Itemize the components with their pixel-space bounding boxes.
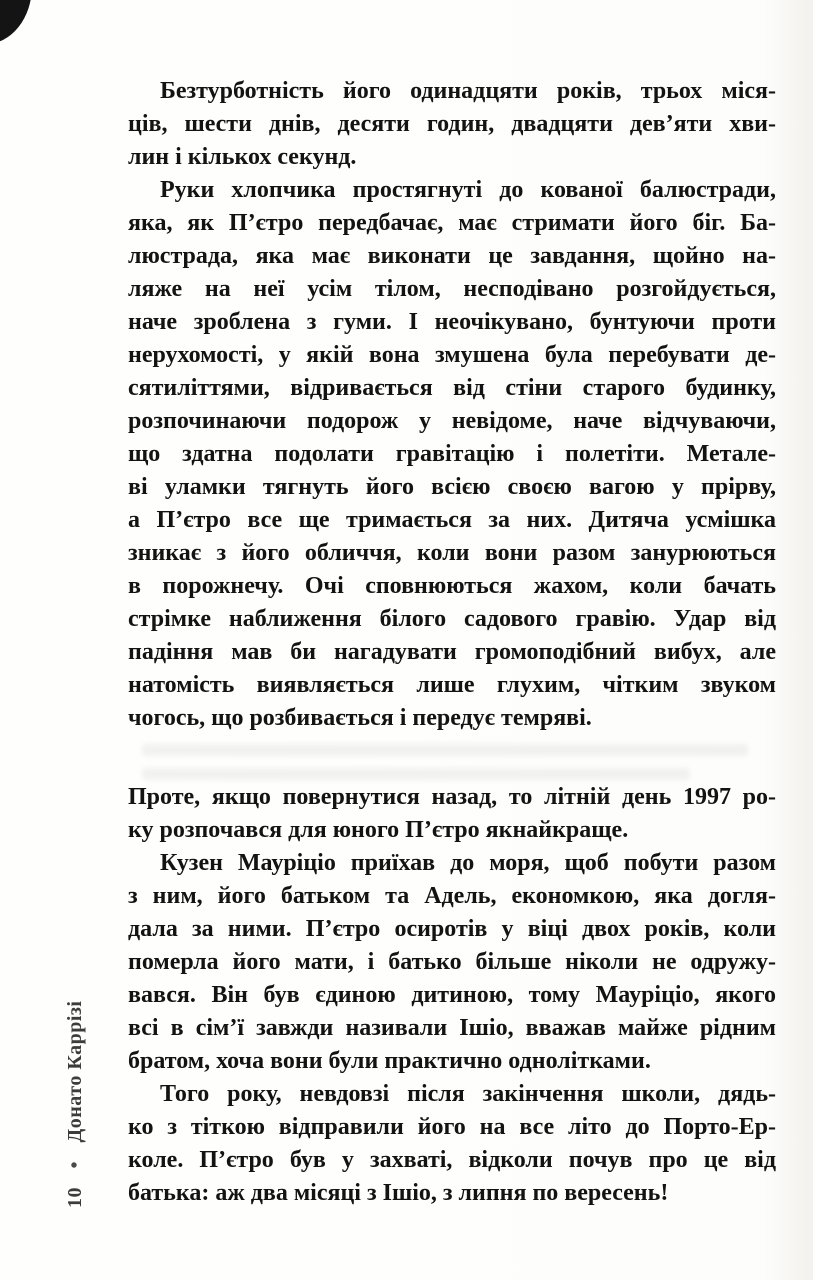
text-line: сятиліттями, відривається від стіни старого будинку, (128, 375, 776, 401)
paragraph (128, 781, 776, 847)
text-line: Кузен Мауріціо приїхав до моря, щоб побути разом (160, 850, 776, 876)
text-line: яка, як П’єтро передбачає, має стримати його біг. Ба- (128, 210, 776, 236)
text-line: братом, хоча вони були практично однолітками. (128, 1048, 651, 1074)
text-line: батька: аж два місяці з Ішіо, з липня по вересень! (128, 1180, 669, 1206)
text-line: люстрада, яка має виконати це завдання, щойно на- (128, 243, 776, 269)
text-line: вався. Він був єдиною дитиною, тому Мауріціо, якого (128, 982, 776, 1008)
text-line: ляже на неї усім тілом, несподівано розгойдується, (128, 276, 776, 302)
text-line: Руки хлопчика простягнуті до кованої балюстради, (160, 177, 776, 203)
page-number: 10 (64, 1187, 86, 1208)
text-line: стрімке наближення білого садового гравію. Удар від (128, 606, 776, 632)
text-line: падіння мав би нагадувати громоподібний вибух, але (128, 639, 776, 665)
text-line: розпочинаючи подорож у невідоме, наче відчуваючи, (128, 408, 776, 434)
text-line: ко з тіткою відправили його на все літо до Порто-Ер- (128, 1114, 776, 1140)
running-author: Донато Каррізі (64, 1000, 86, 1143)
text-line: з ним, його батьком та Адель, економкою, яка догля- (128, 883, 776, 909)
text-line: ві уламки тягнуть його всією своєю вагою у прірву, (128, 474, 776, 500)
text-line: нерухомості, у якій вона змушена була перебувати де- (128, 342, 776, 368)
text-line: лин і кількох секунд. (128, 144, 357, 170)
text-line: ців, шести днів, десяти годин, двадцяти дев’яти хви- (128, 111, 776, 137)
text-line: всі в сім’ї завжди називали Ішіо, вважав майже рідним (128, 1015, 776, 1041)
text-line: наче зроблена з гуми. І неочікувано, бунтуючи проти (128, 309, 776, 335)
text-line: Безтурботність його одинадцяти років, трьох міся- (160, 78, 776, 104)
text-line: дала за ними. П’єтро осиротів у віці двох років, коли (128, 916, 776, 942)
paragraph (128, 75, 776, 174)
text-line: зникає з його обличчя, коли вони разом занурюються (128, 540, 776, 566)
text-line: що здатна подолати гравітацію і полетіти. Метале- (128, 441, 776, 467)
scan-corner-artifact (0, 0, 32, 44)
text-line: Того року, невдовзі після закінчення школи, дядь- (160, 1081, 776, 1107)
text-line: Проте, якщо повернутися назад, то літній день 1997 ро- (128, 784, 776, 810)
paragraph (128, 1078, 776, 1210)
text-line: а П’єтро все ще тримається за них. Дитяча усмішка (128, 507, 776, 533)
text-block (128, 75, 776, 1210)
text-line: померла його мати, і батько більше ніколи не одружу- (128, 949, 776, 975)
page-margin-rotated (64, 1001, 87, 1208)
separator-bullet: • (64, 1160, 86, 1169)
text-line: в порожнечу. Очі сповнюються жахом, коли бачать (128, 573, 776, 599)
paragraph (128, 847, 776, 1078)
text-line: натомість виявляється лише глухим, чітким звуком (128, 672, 776, 698)
text-line: чогось, що розбивається і передує темряві. (128, 705, 592, 731)
paragraph (128, 174, 776, 735)
text-line: коле. П’єтро був у захваті, відколи почув про це від (128, 1147, 776, 1173)
text-line: ку розпочався для юного П’єтро якнайкраще. (128, 817, 629, 843)
